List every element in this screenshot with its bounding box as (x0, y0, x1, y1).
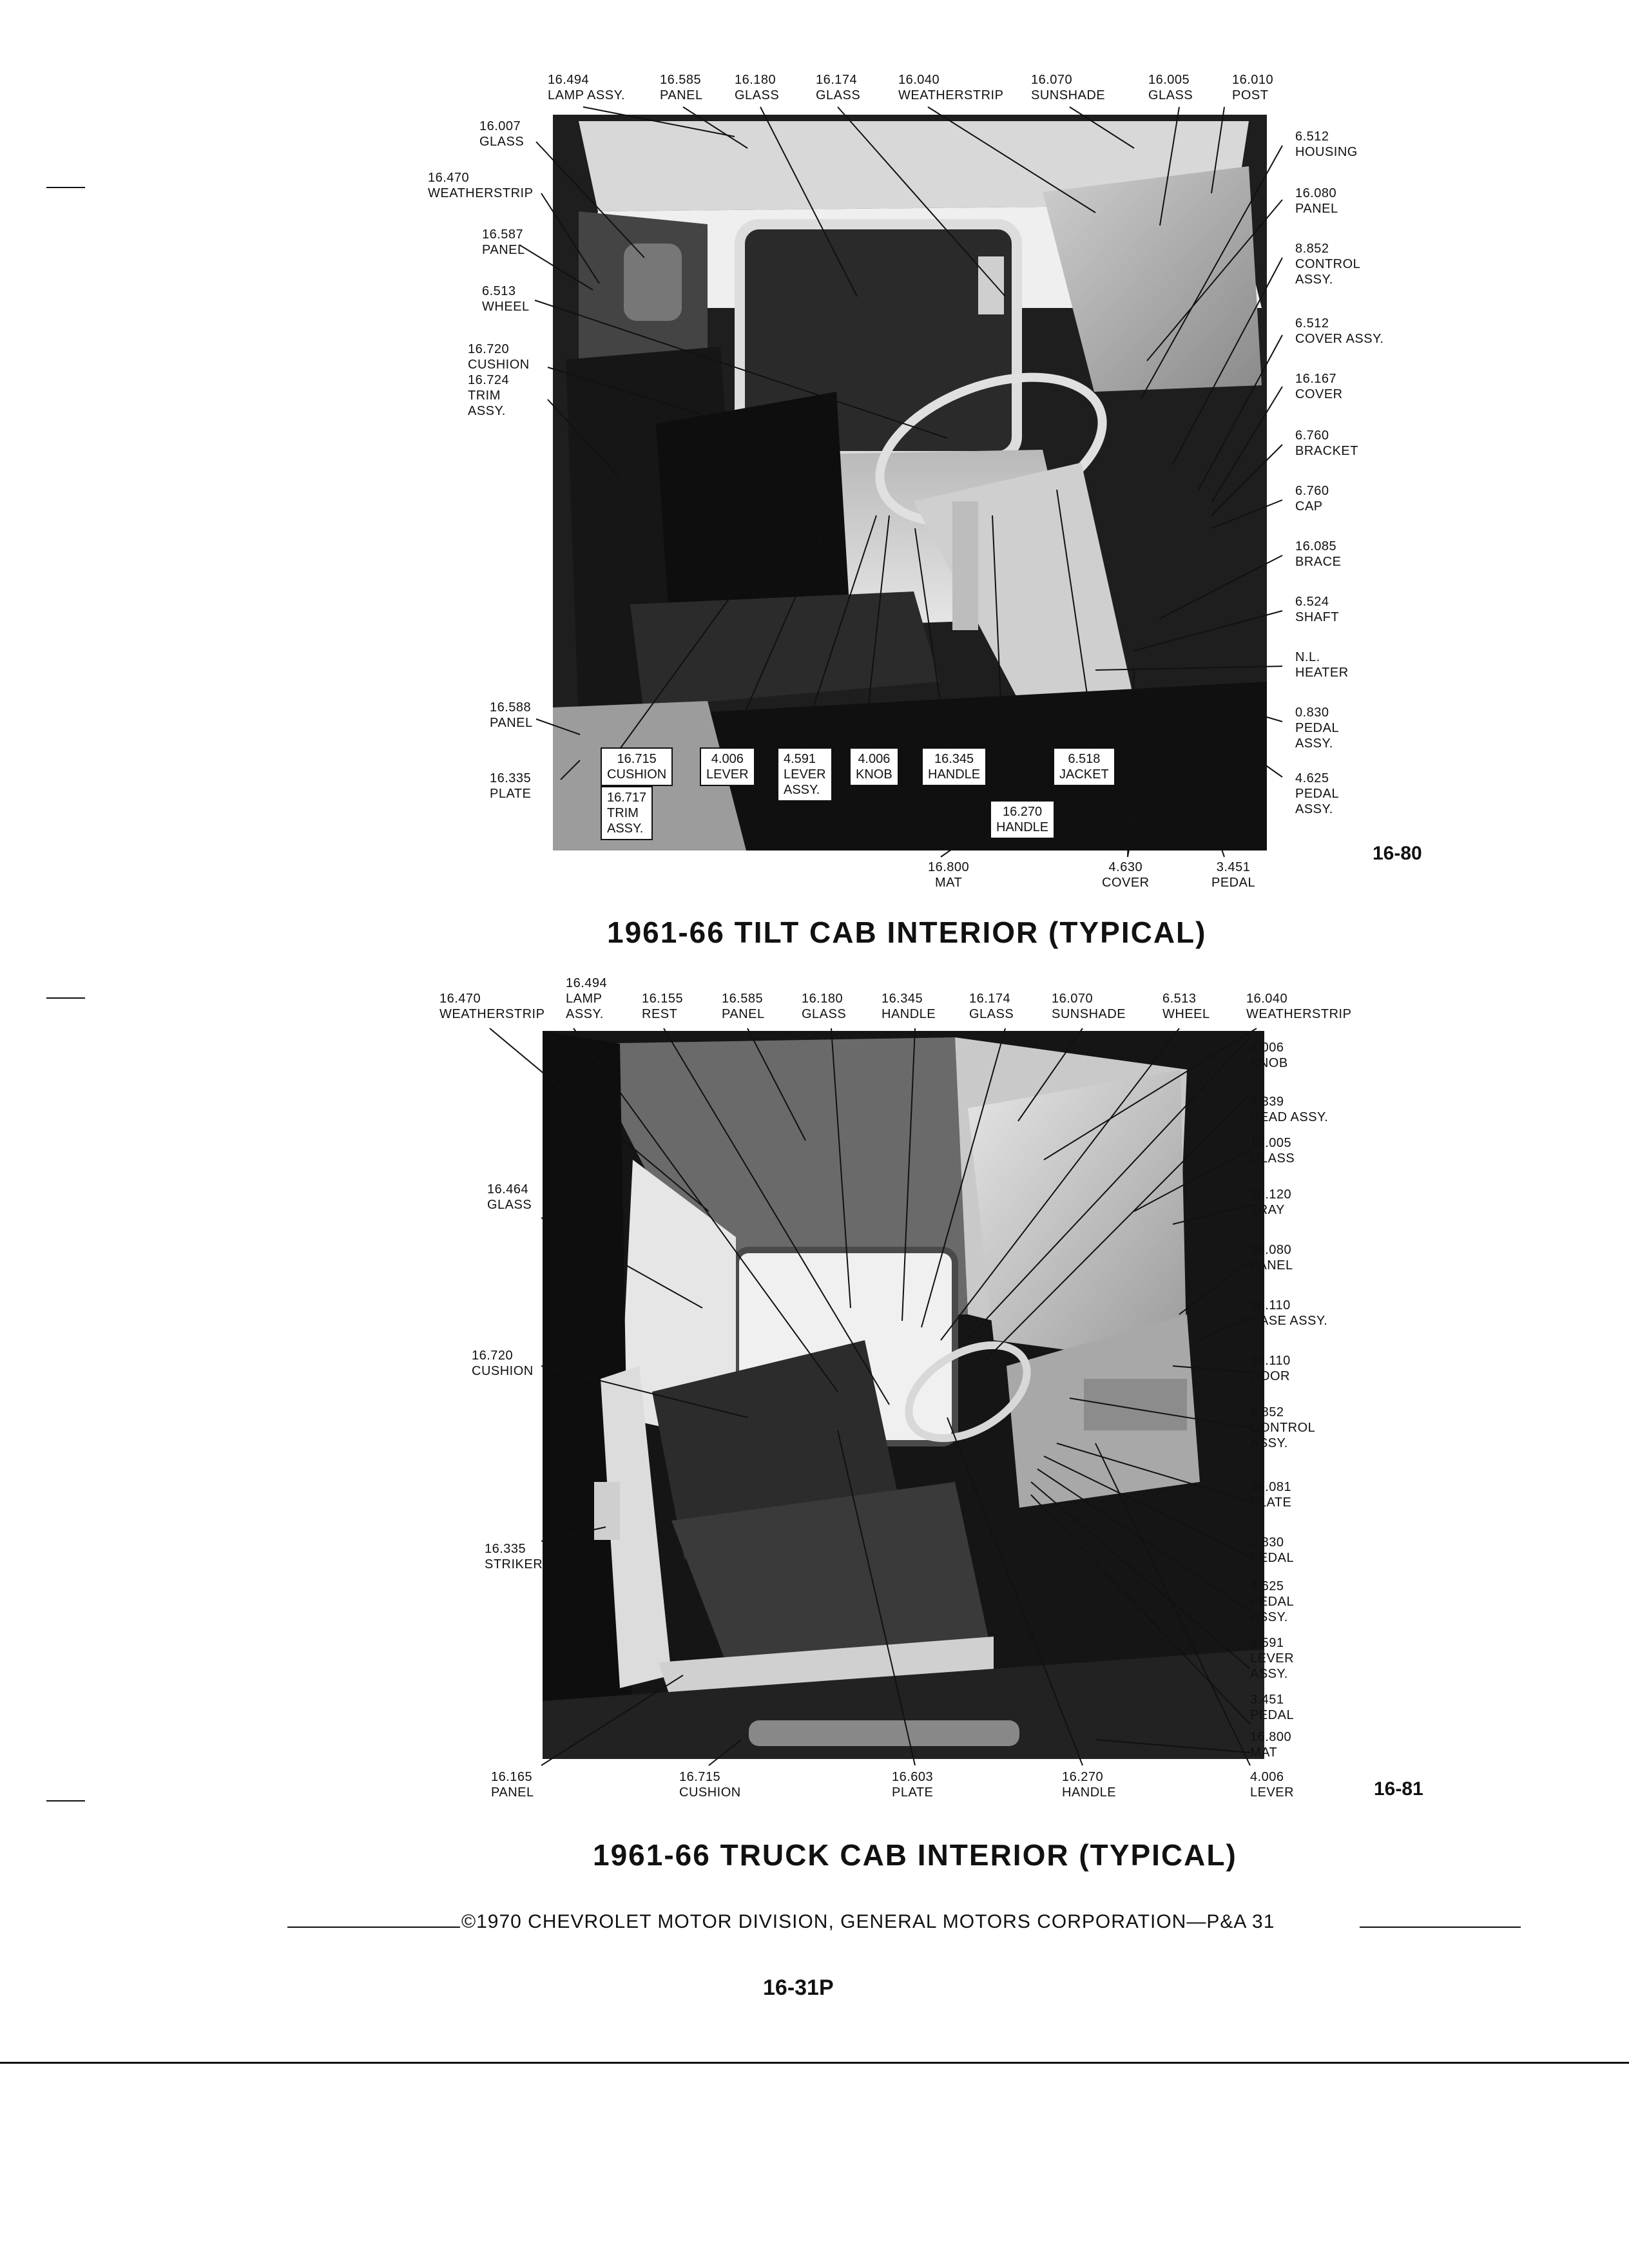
tilt-box-label-knob: 4.006 KNOB (849, 747, 899, 786)
tilt-left-label-glass: 16.007 GLASS (479, 119, 525, 149)
tilt-top-label-glass-180: 16.180 GLASS (735, 73, 780, 102)
truck-top-label-weatherstrip-040: 16.040 WEATHERSTRIP (1246, 992, 1352, 1021)
truck-top-label-glass-180: 16.180 GLASS (802, 992, 847, 1021)
truck-right-label-head: 4.339 HEAD ASSY. (1250, 1095, 1329, 1124)
truck-top-label-wheel: 6.513 WHEEL (1162, 992, 1210, 1021)
tilt-right-label-heater: N.L. HEATER (1295, 650, 1349, 680)
truck-right-label-knob: 4.006 KNOB (1250, 1041, 1288, 1070)
truck-top-label-glass-174: 16.174 GLASS (969, 992, 1014, 1021)
truck-right-label-mat: 16.800 MAT (1250, 1730, 1292, 1760)
tilt-top-label-glass-174: 16.174 GLASS (816, 73, 861, 102)
truck-top-label-panel: 16.585 PANEL (722, 992, 765, 1021)
tilt-right-label-cap: 6.760 CAP (1295, 484, 1329, 514)
tilt-figure-number: 16-80 (1373, 843, 1422, 864)
footer-rule-right (1360, 1927, 1521, 1928)
truck-left-label-glass: 16.464 GLASS (487, 1182, 532, 1212)
truck-top-label-rest: 16.155 REST (642, 992, 684, 1021)
truck-cab-photo (543, 1031, 1264, 1759)
page-number: 16-31P (763, 1975, 834, 2000)
truck-figure-number: 16-81 (1374, 1778, 1423, 1800)
tilt-right-label-cover-assy: 6.512 COVER ASSY. (1295, 316, 1384, 346)
tilt-right-label-pedal-assy-625: 4.625 PEDAL ASSY. (1295, 771, 1340, 816)
margin-mark-2 (46, 997, 85, 999)
margin-mark-1 (46, 187, 85, 188)
tilt-bottom-label-mat: 16.800 MAT (928, 860, 970, 890)
tilt-bottom-label-cover: 4.630 COVER (1102, 860, 1150, 890)
tilt-right-label-control: 8.852 CONTROL ASSY. (1295, 242, 1361, 287)
tilt-top-label-panel: 16.585 PANEL (660, 73, 703, 102)
truck-bottom-label-panel: 16.165 PANEL (491, 1770, 534, 1800)
tilt-left-label-panel: 16.587 PANEL (482, 227, 525, 257)
tilt-right-label-brace: 16.085 BRACE (1295, 539, 1342, 569)
truck-bottom-label-plate: 16.603 PLATE (892, 1770, 934, 1800)
tilt-left-label-panel-588: 16.588 PANEL (490, 700, 533, 730)
tilt-left-label-plate: 16.335 PLATE (490, 771, 532, 801)
truck-right-label-tray: 16.120 TRAY (1250, 1187, 1292, 1217)
tilt-right-label-pedal-assy-830: 0.830 PEDAL ASSY. (1295, 706, 1340, 751)
margin-mark-3 (46, 1800, 85, 1802)
tilt-cab-photo (553, 115, 1267, 850)
tilt-left-label-wheel: 6.513 WHEEL (482, 284, 530, 314)
tilt-left-label-weatherstrip: 16.470 WEATHERSTRIP (428, 171, 534, 200)
tilt-figure-title: 1961-66 TILT CAB INTERIOR (TYPICAL) (607, 916, 1207, 949)
tilt-right-label-housing: 6.512 HOUSING (1295, 130, 1358, 159)
truck-right-label-door: 16.110 DOOR (1250, 1354, 1291, 1383)
truck-right-label-case: 16.110 CASE ASSY. (1250, 1298, 1328, 1328)
truck-right-label-pedal-451: 3.451 PEDAL (1250, 1693, 1295, 1722)
tilt-box-label-handle-345: 16.345 HANDLE (921, 747, 987, 786)
tilt-top-label-sunshade: 16.070 SUNSHADE (1031, 73, 1106, 102)
tilt-left-label-cushion-trim: 16.720 CUSHION 16.724 TRIM ASSY. (468, 342, 530, 418)
tilt-cab-illustration (553, 115, 1267, 850)
tilt-right-label-cover: 16.167 COVER (1295, 372, 1343, 401)
truck-right-label-glass: 16.005 GLASS (1250, 1136, 1295, 1166)
truck-right-label-pedal-830: 0.830 PEDAL (1250, 1535, 1295, 1565)
tilt-right-label-shaft: 6.524 SHAFT (1295, 595, 1340, 624)
footer-rule-left (287, 1927, 460, 1928)
tilt-top-label-weatherstrip: 16.040 WEATHERSTRIP (898, 73, 1004, 102)
tilt-box-label-cushion: 16.715 CUSHION (601, 747, 673, 786)
truck-bottom-label-cushion: 16.715 CUSHION (679, 1770, 741, 1800)
tilt-top-label-post: 16.010 POST (1232, 73, 1274, 102)
truck-right-label-plate: 16.081 PLATE (1250, 1480, 1292, 1510)
tilt-right-label-panel: 16.080 PANEL (1295, 186, 1338, 216)
truck-bottom-label-handle: 16.270 HANDLE (1062, 1770, 1117, 1800)
tilt-top-label-lamp: 16.494 LAMP ASSY. (548, 73, 625, 102)
tilt-box-label-jacket: 6.518 JACKET (1053, 747, 1115, 786)
page-bottom-rule (0, 2062, 1629, 2064)
truck-cab-illustration (543, 1031, 1264, 1759)
tilt-right-label-bracket: 6.760 BRACKET (1295, 428, 1358, 458)
truck-left-label-cushion: 16.720 CUSHION (472, 1349, 534, 1378)
tilt-box-label-lever: 4.006 LEVER (700, 747, 755, 786)
truck-right-label-panel: 16.080 PANEL (1250, 1243, 1293, 1273)
truck-bottom-label-lever: 4.006 LEVER (1250, 1770, 1295, 1800)
truck-figure-title: 1961-66 TRUCK CAB INTERIOR (TYPICAL) (593, 1838, 1237, 1872)
tilt-top-label-glass-005: 16.005 GLASS (1148, 73, 1193, 102)
footer-copyright: ©1970 CHEVROLET MOTOR DIVISION, GENERAL MOTORS CORPORATION—P&A 31 (461, 1911, 1275, 1932)
truck-left-label-striker: 16.335 STRIKER (485, 1542, 543, 1571)
truck-top-label-lamp: 16.494 LAMP ASSY. (566, 976, 608, 1021)
truck-top-label-weatherstrip-470: 16.470 WEATHERSTRIP (439, 992, 545, 1021)
truck-right-label-lever-assy: 4.591 LEVER ASSY. (1250, 1636, 1295, 1681)
truck-top-label-handle: 16.345 HANDLE (882, 992, 936, 1021)
truck-right-label-control: 8.852 CONTROL ASSY. (1250, 1405, 1316, 1450)
tilt-box-label-handle-270: 16.270 HANDLE (990, 800, 1055, 839)
tilt-box-label-trim: 16.717 TRIM ASSY. (601, 786, 653, 840)
truck-top-label-sunshade: 16.070 SUNSHADE (1052, 992, 1126, 1021)
tilt-box-label-lever-assy: 4.591 LEVER ASSY. (777, 747, 833, 802)
truck-right-label-pedal-assy: 4.625 PEDAL ASSY. (1250, 1579, 1295, 1624)
tilt-bottom-label-pedal: 3.451 PEDAL (1211, 860, 1256, 890)
